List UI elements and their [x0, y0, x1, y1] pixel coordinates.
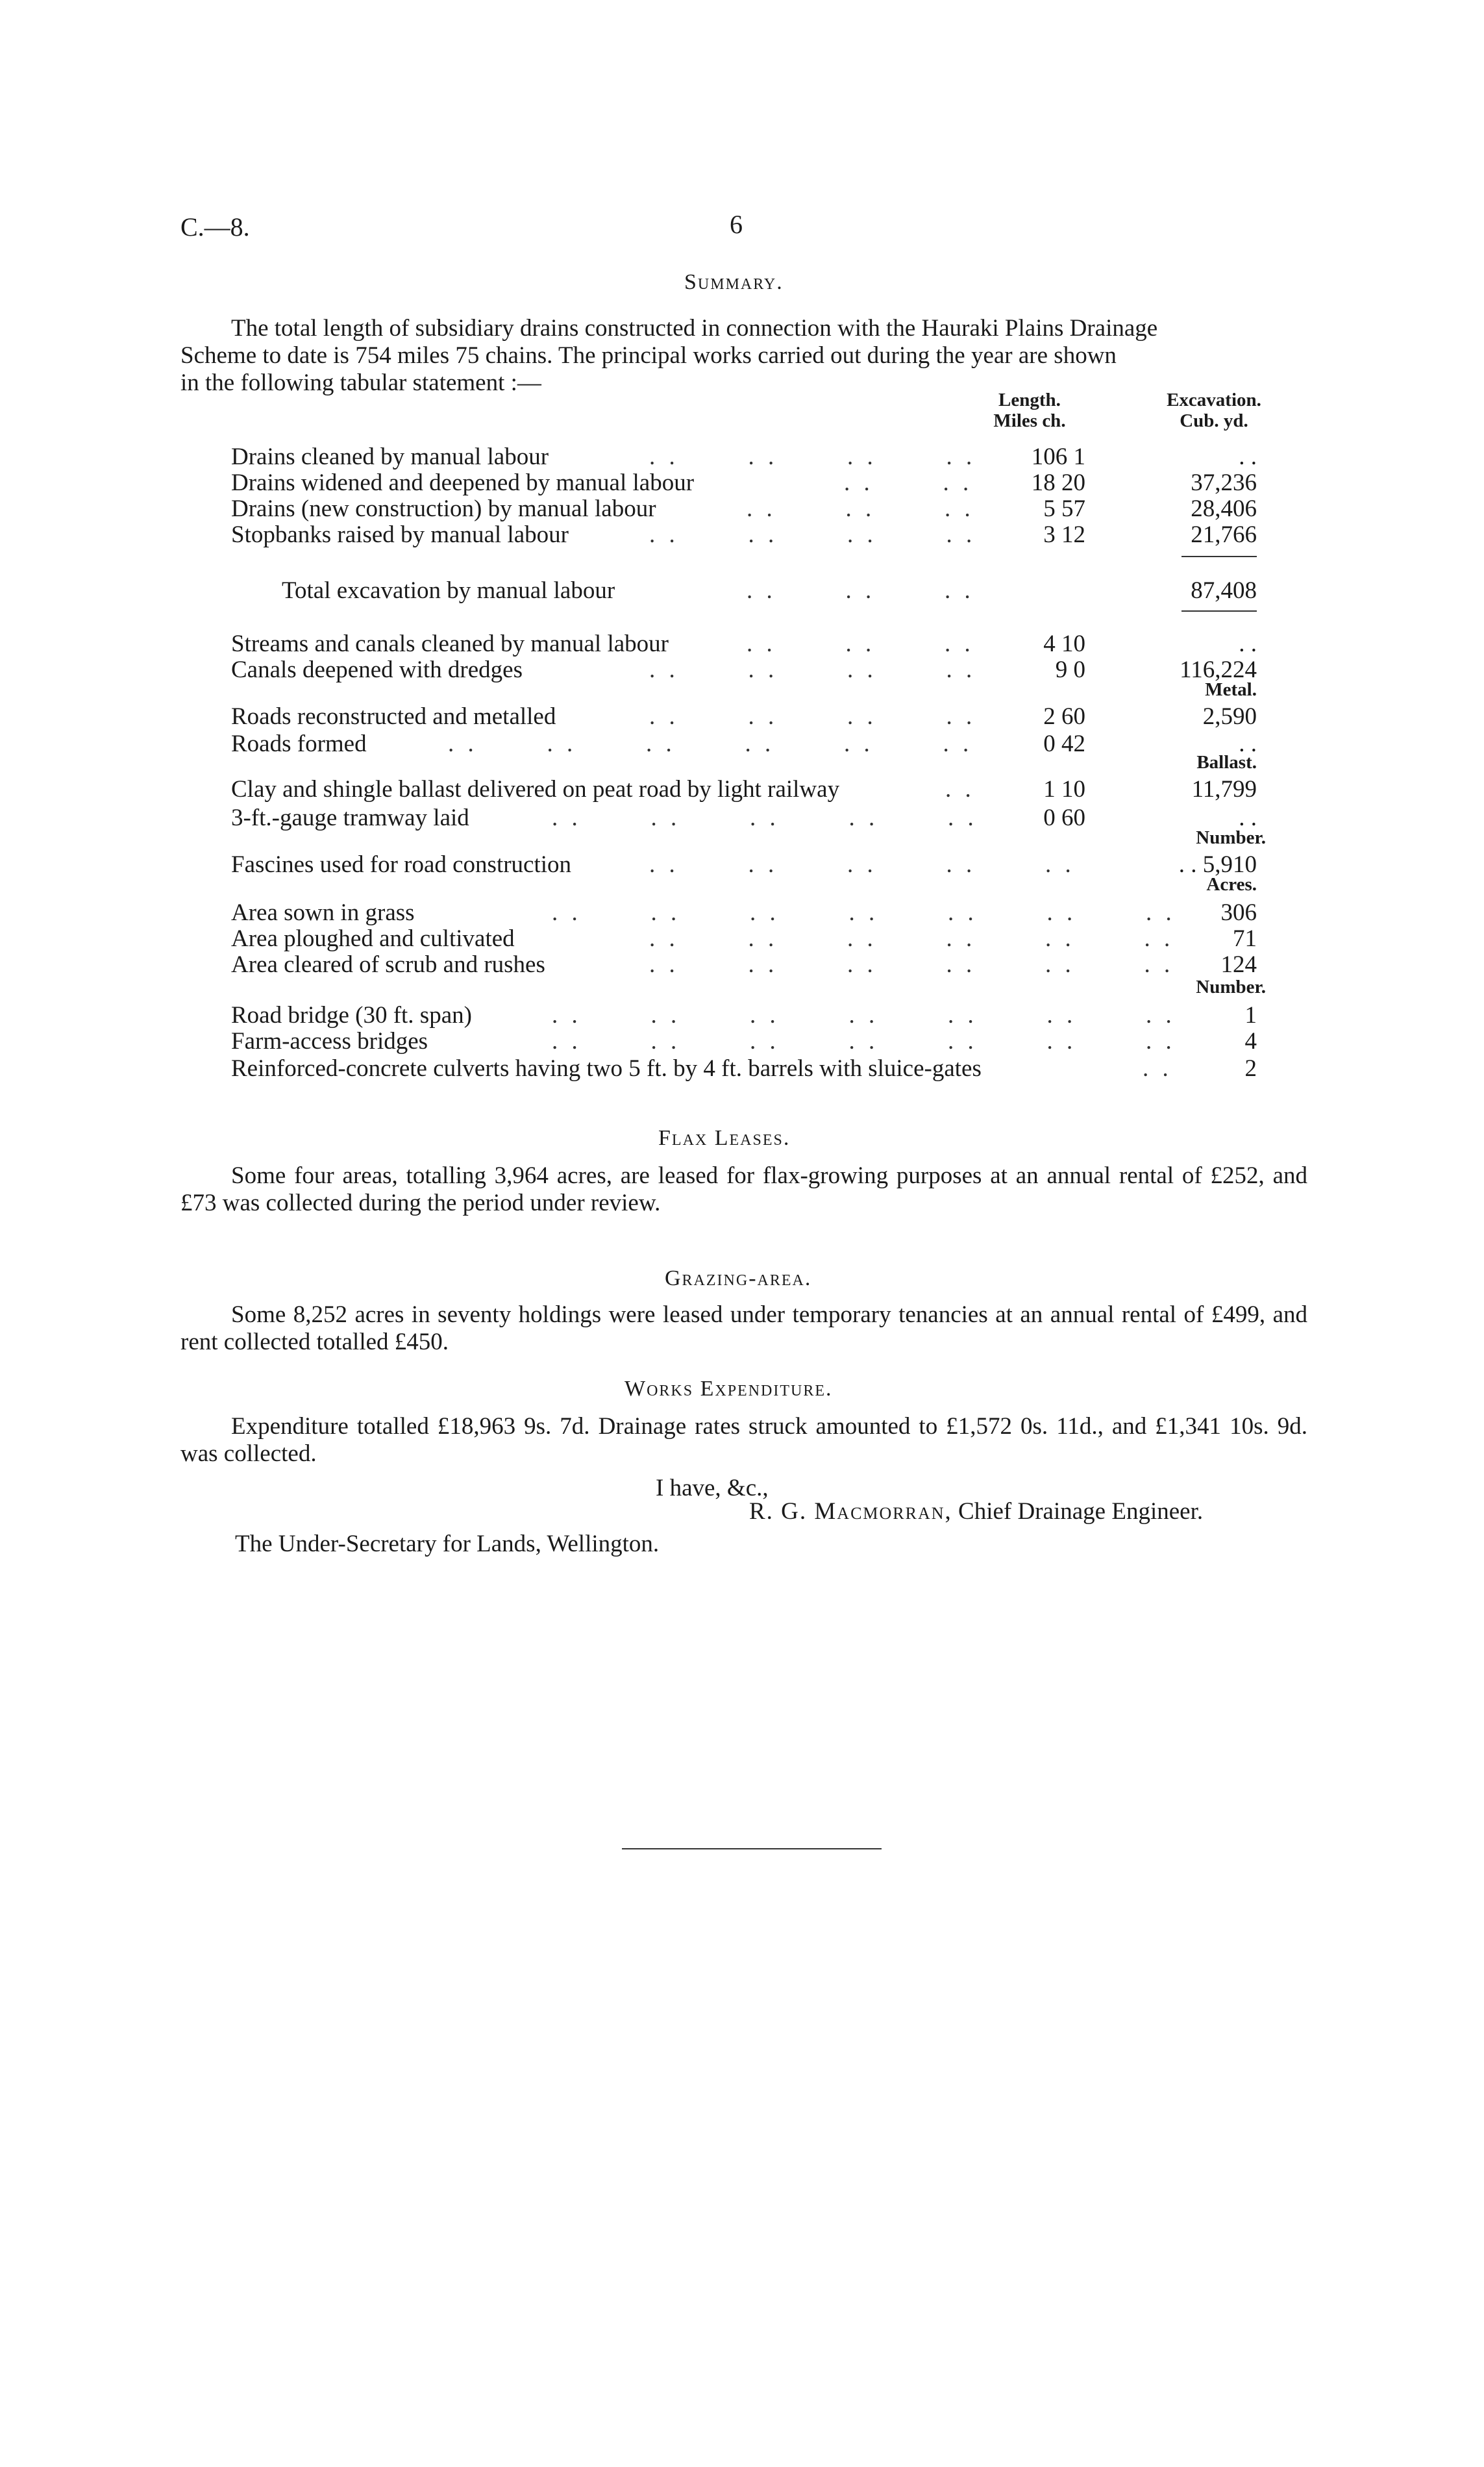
leader-dots: . . . .	[844, 470, 973, 496]
row-length: 106 1	[1031, 444, 1085, 470]
unit-acres: Acres.	[1206, 874, 1257, 895]
leader-dots: . . . . . . . . . . . . . .	[552, 899, 1176, 926]
row-label: Area ploughed and cultivated	[231, 925, 515, 952]
subtotal-rule	[1181, 556, 1257, 557]
signoff-signature	[749, 1497, 1203, 1525]
row-length: 0 42	[1043, 731, 1085, 757]
flax-paragraph: Some four areas, totalling 3,964 acres, are leased for flax-growing purposes at an annual rental of £252, and £73 was collected during the period under review.	[180, 1162, 1307, 1216]
table-row	[0, 521, 1484, 548]
closing-rule	[622, 1848, 882, 1849]
row-excavation: 87,408	[1191, 577, 1257, 604]
leader-dots: . . . . . . . . . . . . . .	[552, 1002, 1176, 1029]
row-excavation: 1	[1244, 1002, 1257, 1029]
works-paragraph: Expenditure totalled £18,963 9s. 7d. Drainage rates struck amounted to £1,572 0s. 11d., and £1,341 10s. 9d. was collected.	[180, 1413, 1307, 1467]
signoff-name: R. G. Macmorran,	[749, 1498, 952, 1525]
grazing-paragraph: Some 8,252 acres in seventy holdings were leased under temporary tenancies at an annual rental of £499, and rent collected totalled £450.	[180, 1301, 1307, 1355]
row-label: Fascines used for road construction	[231, 851, 572, 878]
leader-dots: . . . . . . . . . .	[552, 805, 978, 831]
leader-dots: . .	[1143, 1055, 1172, 1082]
summary-heading: Summary.	[684, 270, 784, 294]
row-excavation: 71	[1233, 925, 1257, 952]
signoff-title: Chief Drainage Engineer.	[958, 1498, 1204, 1525]
leader-dots: . . . . . . . . . . . .	[649, 925, 1174, 952]
table-row-total	[0, 577, 1484, 604]
leader-dots: . . . . . .	[747, 495, 974, 522]
row-label: Total excavation by manual labour	[282, 577, 615, 604]
leader-dots: . . . . . . . .	[649, 521, 976, 548]
leader-dots: . . . . . . . .	[649, 444, 976, 470]
total-rule	[1181, 610, 1257, 612]
table-row	[0, 899, 1484, 926]
page-number: 6	[730, 210, 743, 239]
row-label: Road bridge (30 ft. span)	[231, 1002, 472, 1029]
summary-intro-line-3: in the following tabular statement :—	[180, 369, 541, 396]
row-label: Area cleared of scrub and rushes	[231, 951, 545, 978]
row-length: 4 10	[1043, 631, 1085, 657]
row-length: 5 57	[1043, 495, 1085, 522]
row-excavation: . .	[1239, 731, 1257, 757]
row-label: Farm-access bridges	[231, 1028, 428, 1055]
leader-dots: . . . . . . . . . . . . . .	[552, 1028, 1176, 1055]
leader-dots: . .	[945, 776, 975, 803]
row-label: Drains (new construction) by manual labour	[231, 495, 656, 522]
row-excavation: 116,224	[1180, 657, 1257, 683]
table-row	[0, 775, 1484, 803]
table-row	[0, 469, 1484, 496]
row-label: Area sown in grass	[231, 899, 415, 926]
leader-dots: . . . . . . . .	[649, 703, 976, 730]
row-label: Clay and shingle ballast delivered on peat road by light railway	[231, 776, 840, 803]
unit-number-2: Number.	[1196, 977, 1266, 997]
leader-dots: . . . . . . . . . . . .	[649, 951, 1174, 978]
row-excavation: 2	[1244, 1055, 1257, 1082]
row-excavation: 28,406	[1191, 495, 1257, 522]
row-length: 1 10	[1043, 776, 1085, 803]
works-heading: Works Expenditure.	[625, 1377, 833, 1401]
row-label: Stopbanks raised by manual labour	[231, 521, 569, 548]
row-length: 2 60	[1043, 703, 1085, 730]
row-excavation: 21,766	[1191, 521, 1257, 548]
row-length: 3 12	[1043, 521, 1085, 548]
row-length: 9 0	[1055, 657, 1085, 683]
row-excavation: 37,236	[1191, 470, 1257, 496]
table-row	[0, 630, 1484, 657]
leader-dots: . . . . . .	[747, 577, 974, 604]
unit-metal: Metal.	[1205, 679, 1257, 700]
table-row	[0, 443, 1484, 470]
col-length-subheader: Miles ch.	[993, 410, 1066, 431]
addressee: The Under-Secretary for Lands, Wellington.	[235, 1531, 660, 1557]
flax-heading: Flax Leases.	[658, 1126, 791, 1150]
row-excavation: 124	[1220, 951, 1257, 978]
table-row	[0, 703, 1484, 730]
row-excavation: 4	[1244, 1028, 1257, 1055]
row-excavation: 306	[1220, 899, 1257, 926]
table-row	[0, 1027, 1484, 1055]
row-length: 18 20	[1031, 470, 1085, 496]
leader-dots: . . . . . . . . . . . .	[448, 731, 973, 757]
row-label: Roads reconstructed and metalled	[231, 703, 556, 730]
row-excavation: . .	[1239, 444, 1257, 470]
page-reference: C.—8.	[180, 212, 250, 242]
row-label: Roads formed	[231, 731, 367, 757]
table-row	[0, 656, 1484, 683]
summary-intro-line-1: The total length of subsidiary drains constructed in connection with the Hauraki Plains Drainage	[231, 315, 1158, 342]
row-excavation: . .	[1239, 805, 1257, 831]
unit-number: Number.	[1196, 827, 1266, 848]
row-excavation: . . 5,910	[1178, 851, 1257, 878]
table-row	[0, 851, 1484, 878]
leader-dots: . . . . . .	[747, 631, 974, 657]
row-label: Canals deepened with dredges	[231, 657, 523, 683]
row-label: Drains cleaned by manual labour	[231, 444, 549, 470]
leader-dots: . . . . . . . .	[649, 657, 976, 683]
row-excavation: 11,799	[1191, 776, 1257, 803]
grazing-heading: Grazing-area.	[665, 1266, 812, 1290]
row-label: 3-ft.-gauge tramway laid	[231, 805, 469, 831]
row-length: 0 60	[1043, 805, 1085, 831]
col-excavation-header: Excavation.	[1167, 390, 1261, 410]
table-row	[0, 1055, 1484, 1082]
signoff-greeting: I have, &c.,	[656, 1475, 769, 1501]
table-row	[0, 951, 1484, 978]
col-excavation-subheader: Cub. yd.	[1180, 410, 1248, 431]
summary-intro-line-2: Scheme to date is 754 miles 75 chains. The principal works carried out during the year are shown	[180, 342, 1117, 369]
row-excavation: 2,590	[1202, 703, 1257, 730]
row-excavation: . .	[1239, 631, 1257, 657]
table-row	[0, 495, 1484, 522]
table-row	[0, 925, 1484, 952]
row-label: Drains widened and deepened by manual labour	[231, 470, 695, 496]
leader-dots: . . . . . . . . . .	[649, 851, 1075, 878]
row-label: Reinforced-concrete culverts having two 5 ft. by 4 ft. barrels with sluice-gates	[231, 1055, 982, 1082]
col-length-header: Length.	[998, 390, 1061, 410]
row-label: Streams and canals cleaned by manual labour	[231, 631, 669, 657]
table-row	[0, 730, 1484, 757]
unit-ballast: Ballast.	[1196, 752, 1257, 773]
table-row	[0, 1001, 1484, 1029]
